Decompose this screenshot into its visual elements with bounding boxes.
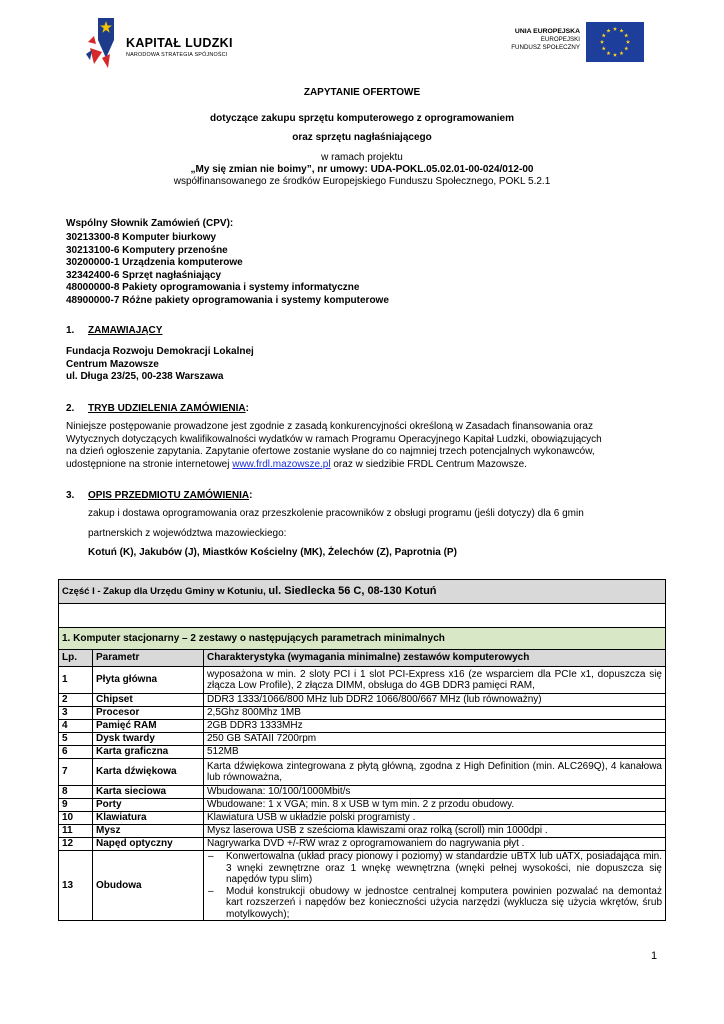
eu-star-icon <box>613 27 617 31</box>
kapital-ludzki-logo <box>84 18 244 70</box>
eu-star-icon <box>624 46 628 50</box>
cpv-item: 30213100-6 Komputery przenośne <box>66 244 228 256</box>
cpv-item: 48900000-7 Różne pakiety oprogramowania i systemy komputerowe <box>66 294 389 306</box>
kapital-ludzki-subtitle: NARODOWA STRATEGIA SPÓJNOŚCI <box>126 52 228 58</box>
part-title-b: ul. Siedlecka 56 C, 08-130 Kotuń <box>268 584 437 597</box>
row-lp: 13 <box>59 851 93 921</box>
row-lp: 6 <box>59 746 93 759</box>
row-param: Dysk twardy <box>93 733 204 746</box>
eu-star-icon <box>602 46 606 50</box>
title-project-name: „My się zmian nie boimy”, nr umowy: UDA-POKL.05.02.01-00-024/012-00 <box>190 164 534 175</box>
eu-star-icon <box>624 33 628 37</box>
table-row <box>59 694 666 707</box>
eu-star-icon <box>602 33 606 37</box>
table-row-obudowa <box>59 851 666 921</box>
table-row <box>59 825 666 838</box>
bullet-dash: – <box>208 851 214 862</box>
frdl-website-link[interactable]: www.frdl.mazowsze.pl <box>232 458 331 470</box>
eu-flag-icon <box>586 22 644 62</box>
row-desc: Wbudowane: 1 x VGA; min. 8 x USB w tym min. 2 z przodu obudowy. <box>204 799 666 812</box>
section3-colon: : <box>249 490 253 501</box>
kapital-ludzki-title: KAPITAŁ LUDZKI <box>126 36 233 50</box>
row-desc: 2GB DDR3 1333MHz <box>204 720 666 733</box>
eu-star-icon <box>606 51 610 55</box>
part-title-row <box>59 580 666 604</box>
row-param: Procesor <box>93 707 204 720</box>
section2-line: Niniejsze postępowanie prowadzone jest zgodnie z zasadą konkurencyjności określoną w Zasadach finansowania oraz <box>66 421 593 432</box>
row-lp: 11 <box>59 825 93 838</box>
row-param: Karta sieciowa <box>93 786 204 799</box>
eu-star-icon <box>626 40 630 44</box>
bullet-item <box>207 886 662 921</box>
cpv-heading: Wspólny Słownik Zamówień (CPV): <box>66 218 234 229</box>
bullet-dash: – <box>208 885 214 897</box>
section2-last-line-before: udostępnione na stronie internetowej <box>66 458 233 470</box>
specification-table <box>58 579 666 921</box>
row-lp: 4 <box>59 720 93 733</box>
row-lp: 1 <box>59 667 93 694</box>
subheading-cell: 1. Komputer stacjonarny – 2 zestawy o następujących parametrach minimalnych <box>59 628 666 650</box>
row-desc: wyposażona w min. 2 sloty PCI i 1 slot PCI-Express x16 (ze wsparciem dla PCIe x1, dopuszcza się złącza Low Profile), 2 złącza DIMM, obsługa do 4GB DDR3 pamięci RAM, <box>204 667 666 694</box>
cpv-item: 30200000-1 Urządzenia komputerowe <box>66 257 243 268</box>
title-subject-line: dotyczące zakupu sprzętu komputerowego z oprogramowaniem <box>210 113 514 124</box>
column-header-lp: Lp. <box>59 650 93 667</box>
table-row <box>59 786 666 799</box>
section2-number: 2. <box>66 403 75 414</box>
section1-line: ul. Długa 23/25, 00-238 Warszawa <box>66 371 224 382</box>
section2-last-line-after: oraz w siedzibie FRDL Centrum Mazowsze. <box>330 458 527 470</box>
section2-colon: : <box>245 403 249 414</box>
row-lp: 5 <box>59 733 93 746</box>
eu-star-icon <box>600 40 604 44</box>
title-cofinancing: współfinansowanego ze środków Europejskiego Funduszu Społecznego, POKL 5.2.1 <box>173 176 551 187</box>
eu-logo-line3: FUNDUSZ SPOŁECZNY <box>511 44 580 51</box>
title-project-intro: w ramach projektu <box>321 152 403 163</box>
empty-row <box>59 604 666 628</box>
row-param: Płyta główna <box>93 667 204 694</box>
table-row <box>59 667 666 694</box>
row-param: Porty <box>93 799 204 812</box>
cpv-item: 32342400-6 Sprzęt nagłaśniający <box>66 269 222 281</box>
row-lp: 7 <box>59 759 93 786</box>
section1-number: 1. <box>66 325 75 336</box>
row-desc: Wbudowana: 10/100/1000Mbit/s <box>204 786 666 799</box>
row-desc: 512MB <box>204 746 666 759</box>
section2-last-line <box>66 459 527 472</box>
row-param: Pamięć RAM <box>93 720 204 733</box>
table-row <box>59 733 666 746</box>
bullet-item <box>207 851 662 886</box>
row-param: Obudowa <box>93 851 204 921</box>
cpv-item: 30213300-8 Komputer biurkowy <box>66 232 217 243</box>
eu-star-icon <box>619 29 623 33</box>
row-param: Chipset <box>93 694 204 707</box>
section2-title: TRYB UDZIELENIA ZAMÓWIENIA <box>88 403 246 414</box>
eu-social-fund-logo <box>486 20 644 66</box>
bullet-text: Moduł konstrukcji obudowy w jednostce centralnej komputera powinien pozwalać na demontaż kart rozszerzeń i napędów bez konieczności użycia narzędzi (wyklucza się użycia wkrętów, śrub motylkowych); <box>226 885 662 920</box>
row-desc: Karta dźwiękowa zintegrowana z płytą główną, zgodna z High Definition (min. ALC269Q), 4 kanałowa lub równoważna, <box>204 759 666 786</box>
row-param: Mysz <box>93 825 204 838</box>
table-row <box>59 799 666 812</box>
section3-number: 3. <box>66 490 75 501</box>
row-lp: 3 <box>59 707 93 720</box>
row-desc: Nagrywarka DVD +/-RW wraz z oprogramowaniem do nagrywania płyt . <box>204 838 666 851</box>
part-title-cell <box>59 580 666 604</box>
section3-heading <box>88 490 252 503</box>
page-number: 1 <box>651 950 658 962</box>
subheading-row <box>59 628 666 650</box>
row-lp: 2 <box>59 694 93 707</box>
section3-title: OPIS PRZEDMIOTU ZAMÓWIENIA <box>88 490 250 501</box>
table-row <box>59 720 666 733</box>
column-header-parametr: Parametr <box>93 650 204 667</box>
row-lp: 8 <box>59 786 93 799</box>
table-row <box>59 707 666 720</box>
section3-line2: partnerskich z województwa mazowieckiego: <box>88 528 287 539</box>
empty-cell <box>59 604 666 628</box>
eu-star-icon <box>606 29 610 33</box>
row-desc: Mysz laserowa USB z sześcioma klawiszami oraz rolką (scroll) min 1000dpi . <box>204 825 666 838</box>
kapital-ludzki-emblem-icon <box>84 18 124 70</box>
bullet-text: Konwertowalna (układ pracy pionowy i poziomy) w standardzie uBTX lub uATX, posiadająca min. 3 wnęki zewnętrzne oraz 1 wnękę wewnętrzna (wnęki pełnej wysokości, nie dopuszcza się napędów typu slim) <box>226 851 662 885</box>
section1-line: Fundacja Rozwoju Demokracji Lokalnej <box>66 346 254 357</box>
section3-line1: zakup i dostawa oprogramowania oraz przeszkolenie pracowników z obsługi programu (jeśli dotyczy) dla 6 gmin <box>88 508 584 519</box>
row-lp: 10 <box>59 812 93 825</box>
table-row <box>59 746 666 759</box>
row-param: Karta graficzna <box>93 746 204 759</box>
row-desc: 2,5Ghz 800Mhz 1MB <box>204 707 666 720</box>
section1-title: ZAMAWIAJĄCY <box>88 325 163 336</box>
row-desc: DDR3 1333/1066/800 MHz lub DDR2 1066/800/667 MHz (lub równoważny) <box>204 694 666 707</box>
document-title: ZAPYTANIE OFERTOWE <box>303 87 421 98</box>
table-header-row <box>59 650 666 667</box>
row-lp: 9 <box>59 799 93 812</box>
section2-line: Wytycznych dotyczących kwalifikowalności wydatków w ramach Programu Operacyjnego Kapitał Ludzki, obowiązujących <box>66 433 602 445</box>
eu-star-icon <box>613 53 617 57</box>
part-title-a: Część I - Zakup dla Urzędu Gminy w Kotuniu, <box>62 585 269 597</box>
eu-logo-line1: UNIA EUROPEJSKA <box>514 28 580 35</box>
row-param: Klawiatura <box>93 812 204 825</box>
table-row <box>59 759 666 786</box>
row-param: Napęd optyczny <box>93 838 204 851</box>
row-param: Karta dźwiękowa <box>93 759 204 786</box>
eu-star-icon <box>619 51 623 55</box>
eu-logo-line2: EUROPEJSKI <box>540 36 580 43</box>
section3-municipalities: Kotuń (K), Jakubów (J), Miastków Kościelny (MK), Żelechów (Z), Paprotnia (P) <box>88 547 457 558</box>
section1-line: Centrum Mazowsze <box>66 358 159 370</box>
section2-heading <box>88 403 249 416</box>
row-desc-bullets <box>204 851 666 921</box>
column-header-charakterystyka: Charakterystyka (wymagania minimalne) zestawów komputerowych <box>204 650 666 667</box>
title-subject-line-2: oraz sprzętu nagłaśniającego <box>292 132 432 143</box>
row-desc: Klawiatura USB w układzie polski programisty . <box>204 812 666 825</box>
row-desc: 250 GB SATAII 7200rpm <box>204 733 666 746</box>
eu-logo-text <box>511 28 580 52</box>
cpv-item: 48000000-8 Pakiety oprogramowania i systemy informatyczne <box>66 282 360 293</box>
row-lp: 12 <box>59 838 93 851</box>
table-row <box>59 812 666 825</box>
table-row <box>59 838 666 851</box>
section2-line: na dzień ogłoszenie zapytania. Zapytanie ofertowe zostanie wysłane do co najmniej trzech potencjalnych wykonawców, <box>66 446 595 457</box>
